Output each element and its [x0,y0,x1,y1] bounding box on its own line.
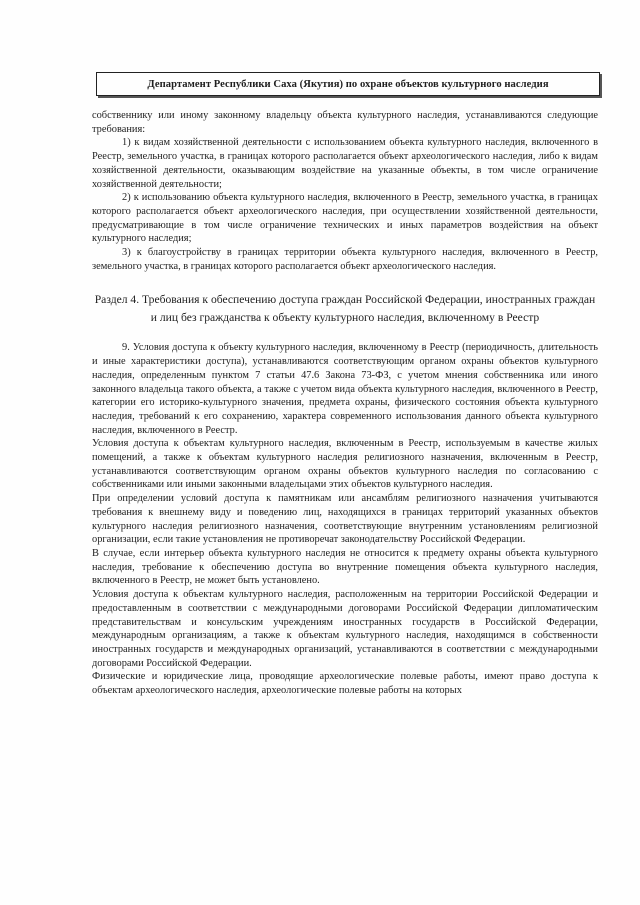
requirement-2: 2) к использованию объекта культурного наследия, включенного в Реестр, земельного участка, в границах которого располагается объект археологического наследия, при осуществлении хозяйственной деятельности, предусматривающие в том числе ограничение технических и иных параметров воздействия на объект культурного наследия; [92,192,598,245]
paragraph-diplomatic: Условия доступа к объектам культурного наследия, расположенным на территории Российской Федерации и предоставленным в соответствии с международными договорами Российской Федерации дипломатическим представительствам и консульским учреждениям иностранных государств в Российской Федерации, международным организациям, а также к объектам культурного наследия, находящимся в собственности иностранных государств и международных организаций, устанавливаются в соответствии с международными договорами Российской Федерации. [92,589,598,669]
department-header [96,72,600,96]
paragraph-religious-monuments: При определении условий доступа к памятникам или ансамблям религиозного назначения учитываются требования к внешнему виду и поведению лиц, находящихся в границах территорий указанных объектов культурного наследия религиозного назначения, соответствующие внутренним установлениям религиозной организации, если такие установления не противоречат законодательству Российской Федерации. [92,493,598,546]
paragraph-interior: В случае, если интерьер объекта культурного наследия не относится к предмету охраны объекта культурного наследия, требование к обеспечению доступа во внутренние помещения объекта культурного наследия, включенного в Реестр, не может быть установлено. [92,547,598,587]
requirement-3: 3) к благоустройству в границах территории объекта культурного наследия, включенного в Реестр, земельного участка, в границах которого располагается объект археологического наследия. [92,247,598,272]
paragraph-intro: собственнику или иному законному владельцу объекта культурного наследия, устанавливаются следующие требования: [92,110,598,135]
paragraph-9: 9. Условия доступа к объекту культурного наследия, включенному в Реестр (периодичность, длительность и иные характеристики доступа), устанавливаются соответствующим органом охраны объектов культурного наследия, определенным пунктом 7 статьи 47.6 Закона 73-ФЗ, с учетом мнения собственника или иного законного владельца такого объекта, а также с учетом вида объекта культурного наследия, включенного в Реестр, категории его историко-культурного значения, предмета охраны, физического состояния объекта культурного наследия, требований к его сохранению, характера современного использования данного объекта культурного наследия, включенного в Реестр. [92,342,598,436]
paragraph-access-residential: Условия доступа к объектам культурного наследия, включенным в Реестр, используемым в качестве жилых помещений, а также к объектам культурного наследия религиозного назначения, включенным в Реестр, устанавливаются соответствующим органом охраны объектов культурного наследия по согласованию с собственниками или иными законными владельцами этих объектов культурного наследия. [92,438,598,491]
paragraph-archaeological: Физические и юридические лица, проводящие археологические полевые работы, имеют право доступа к объектам археологического наследия, археологические полевые работы на которых [92,671,598,697]
department-title: Департамент Республики Саха (Якутия) по охране объектов культурного наследия [147,78,549,90]
requirement-1: 1) к видам хозяйственной деятельности с использованием объекта культурного наследия, включенного в Реестр, земельного участка, в границах которого располагается объект археологического наследия, либо к видам хозяйственной деятельности, оказывающим воздействие на указанные объекты, в том числе ограничение хозяйственной деятельности; [92,137,598,190]
section-title: Раздел 4. Требования к обеспечению доступа граждан Российской Федерации, иностранных граждан и лиц без гражданства к объекту культурного наследия, включенному в Реестр [94,293,596,325]
document-body [92,109,598,698]
